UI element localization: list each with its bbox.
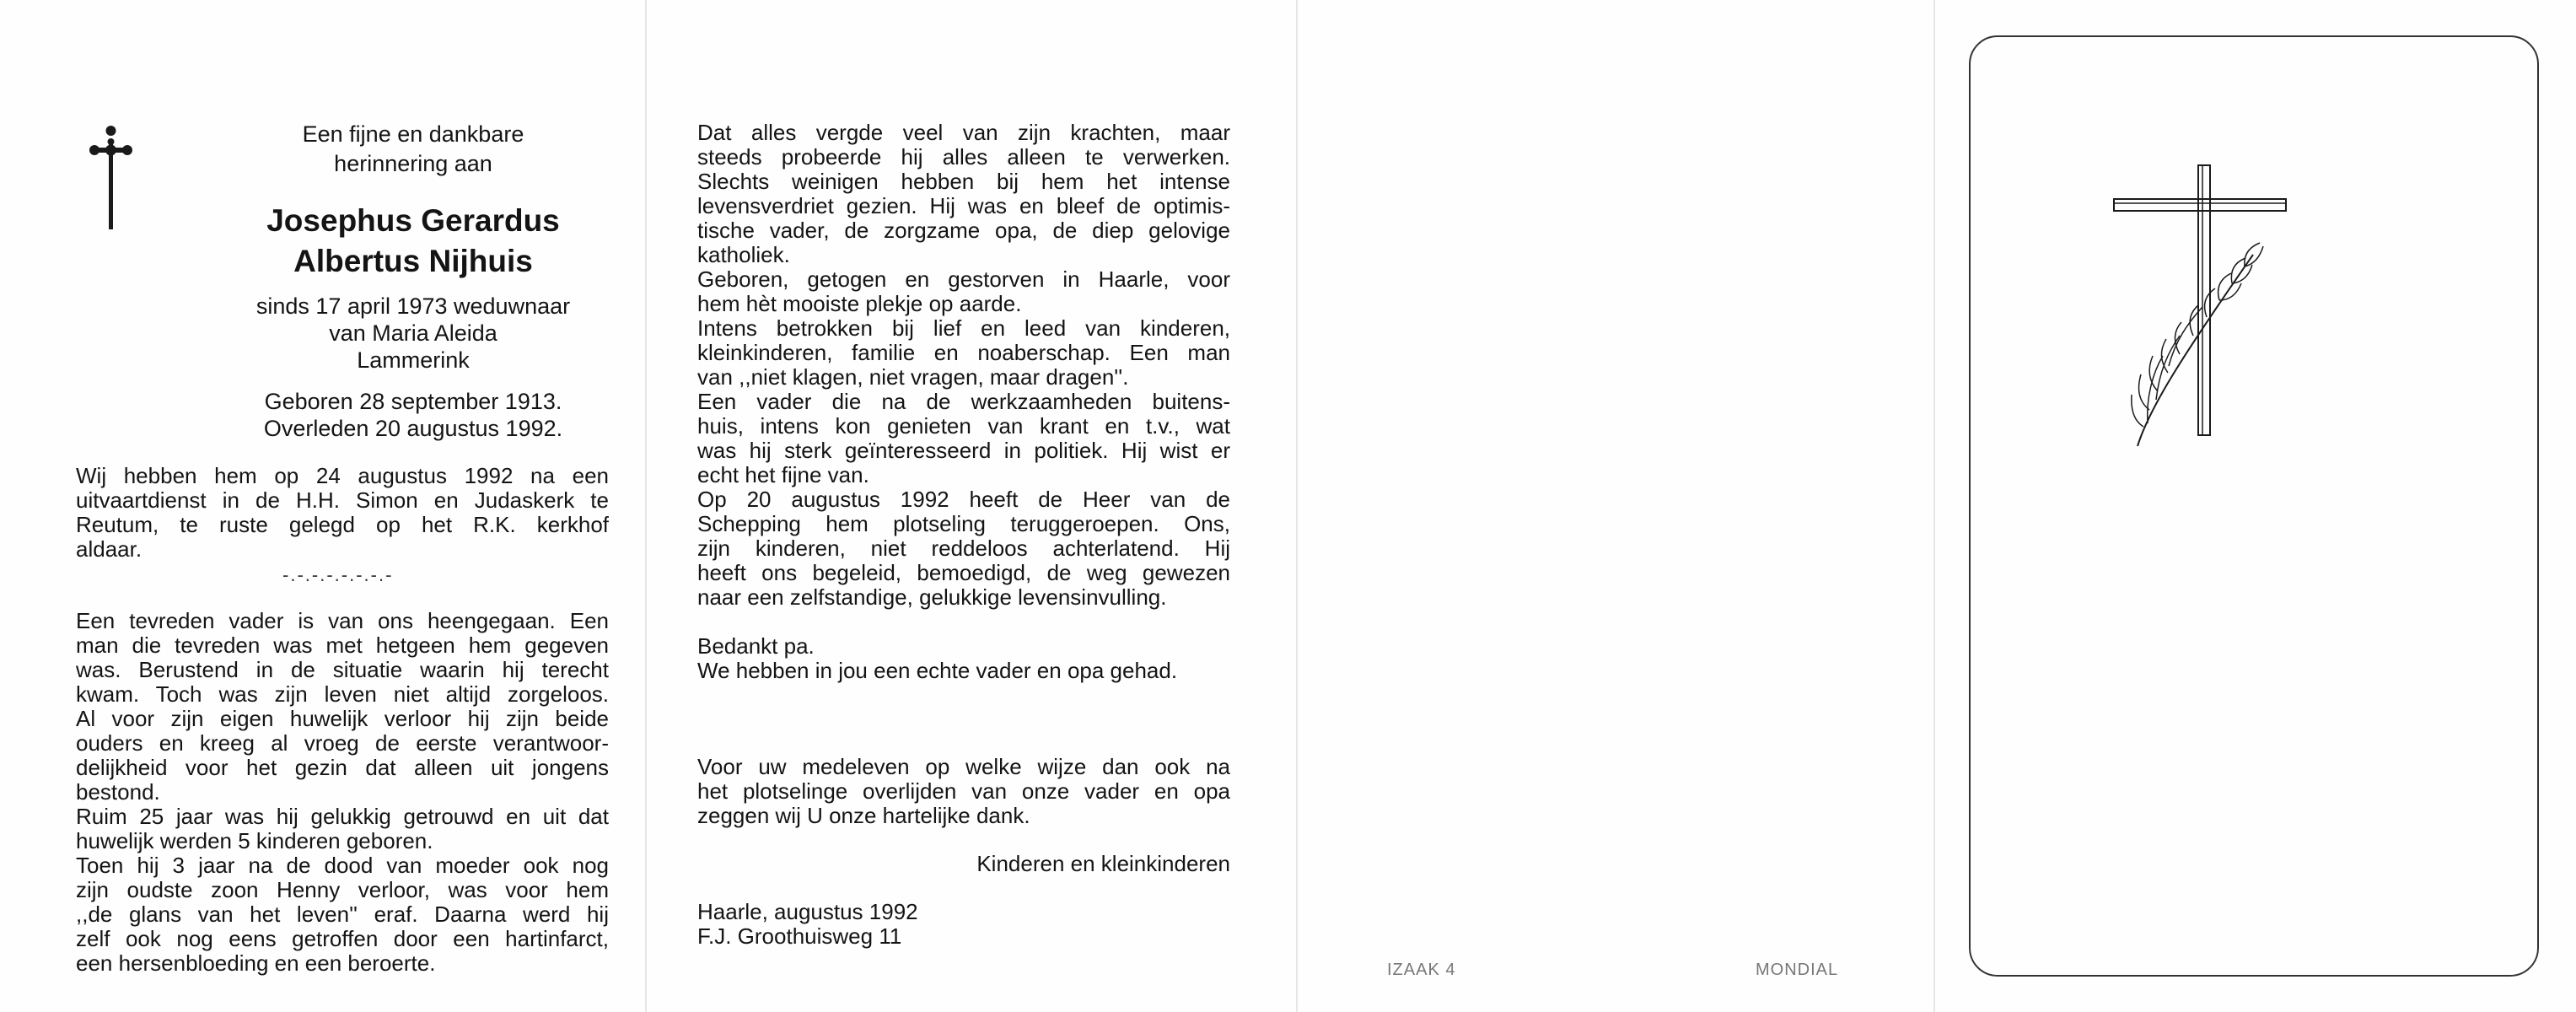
cover-panel (1935, 0, 2576, 1012)
intro-line: Een fijne en dankbare (302, 121, 524, 147)
back-panel (1296, 0, 1935, 1012)
text-line: huwelijk werden 5 kinderen geboren. (76, 828, 433, 853)
birth-date: Geboren 28 september 1913. (264, 389, 562, 414)
text-line: ouders en kreeg al vroeg de eerste verantwoor- (76, 730, 609, 756)
text-line: uitvaartdienst in de H.H. Simon en Judaskerk te (76, 487, 609, 513)
text-line: hem hèt mooiste plekje op aarde. (697, 291, 1022, 316)
text-line: Toen hij 3 jaar na de dood van moeder ook nog (76, 853, 609, 878)
intro-text (186, 120, 641, 179)
text-line: echt het fijne van. (697, 462, 869, 487)
thanks-paragraph (697, 634, 1230, 683)
text-line: tische vader, de zorgzame opa, de diep gelovige (697, 218, 1230, 243)
text-line: We hebben in jou een echte vader en opa gehad. (697, 658, 1178, 683)
text-line: Wij hebben hem op 24 augustus 1992 na een (76, 463, 609, 488)
intro-line: herinnering aan (334, 151, 492, 176)
text-line: man die tevreden was met hetgeen hem gegeven (76, 632, 609, 658)
widowhood-line: van Maria Aleida (329, 320, 497, 346)
sympathy-paragraph (697, 755, 1230, 828)
text-line: kleinkinderen, familie en noaberschap. Een man (697, 340, 1230, 365)
text-line: Dat alles vergde veel van zijn krachten, maar (697, 120, 1230, 145)
text-line: zijn oudste zoon Henny verloor, was voor hem (76, 877, 609, 902)
text-line: bestond. (76, 779, 160, 805)
text-line: zeggen wij U onze hartelijke dank. (697, 803, 1030, 828)
text-line: Bedankt pa. (697, 633, 815, 659)
text-line: Voor uw medeleven op welke wijze dan ook na (697, 754, 1230, 779)
text-line: zelf ook nog eens getroffen door een hartinfarct, (76, 926, 609, 951)
text-line: een hersenbloeding en een beroerte. (76, 950, 436, 976)
text-line: Op 20 augustus 1992 heeft de Heer van de (697, 487, 1230, 512)
life-dates (186, 388, 641, 442)
text-line: Al voor zijn eigen huwelijk verloor hij zijn beide (76, 706, 609, 731)
text-line: levensverdriet gezien. Hij was en bleef de optimis- (697, 193, 1230, 218)
text-divider: -.-.-.-.-.-.-.- (282, 564, 394, 585)
place-date: Haarle, augustus 1992 (697, 899, 918, 924)
text-line: delijkheid voor het gezin dat alleen uit jongens (76, 755, 609, 780)
place-and-address (697, 900, 918, 949)
text-line: steeds probeerde hij alles alleen te verwerken. (697, 144, 1230, 170)
life-story-part-1 (76, 609, 609, 976)
widowhood-line: sinds 17 april 1973 weduwnaar (255, 293, 571, 319)
text-line: huis, intens kon genieten van krant en t.v., wat (697, 413, 1230, 439)
text-line: Schepping hem plotseling teruggeroepen. Ons, (697, 511, 1230, 536)
widowhood-text (186, 293, 641, 374)
text-line: van ,,niet klagen, niet vragen, maar dragen''. (697, 364, 1129, 390)
inside-left-panel (0, 0, 645, 1012)
text-line: Een vader die na de werkzaamheden buitens- (697, 389, 1230, 414)
print-code-right: MONDIAL (1756, 961, 1839, 979)
text-line: naar een zelfstandige, gelukkige levensinvulling. (697, 584, 1167, 610)
inside-right-panel (647, 0, 1296, 1012)
text-line: zijn kinderen, niet reddeloos achterlatend. Hij (697, 536, 1230, 561)
text-line: het plotselinge overlijden van onze vader en opa (697, 778, 1230, 804)
small-cross-icon (84, 125, 138, 229)
life-story-part-2 (697, 121, 1230, 610)
text-line: katholiek. (697, 242, 790, 267)
text-line: was hij sterk geïnteresseerd in politiek. Hij wist er (697, 438, 1230, 463)
text-line: Een tevreden vader is van ons heengegaan. Een (76, 608, 609, 633)
burial-paragraph (76, 464, 609, 562)
widowhood-line: Lammerink (357, 347, 470, 373)
text-line: Slechts weinigen hebben bij hem het intense (697, 169, 1230, 194)
cover-frame (1969, 35, 2539, 977)
cross-with-wheat-icon (2105, 155, 2316, 459)
text-line: kwam. Toch was zijn leven niet altijd zorgeloos. (76, 681, 609, 707)
print-code-left: IZAAK 4 (1387, 961, 1456, 979)
deceased-name (186, 201, 641, 282)
address: F.J. Groothuisweg 11 (697, 923, 902, 949)
text-line: heeft ons begeleid, bemoedigd, de weg gewezen (697, 560, 1230, 585)
family-signoff: Kinderen en kleinkinderen (976, 851, 1230, 876)
name-line: Josephus Gerardus (266, 203, 560, 238)
text-line: Intens betrokken bij lief en leed van kinderen, (697, 315, 1230, 341)
text-line: was. Berustend in de situatie waarin hij terecht (76, 657, 609, 682)
death-date: Overleden 20 augustus 1992. (263, 416, 563, 441)
text-line: Reutum, te ruste gelegd op het R.K. kerkhof (76, 512, 609, 537)
text-line: Ruim 25 jaar was hij gelukkig getrouwd en uit dat (76, 804, 609, 829)
text-line: aldaar. (76, 536, 143, 562)
name-line: Albertus Nijhuis (293, 244, 533, 278)
text-line: Geboren, getogen en gestorven in Haarle, voor (697, 266, 1230, 292)
text-line: ,,de glans van het leven'' eraf. Daarna werd hij (76, 902, 609, 927)
